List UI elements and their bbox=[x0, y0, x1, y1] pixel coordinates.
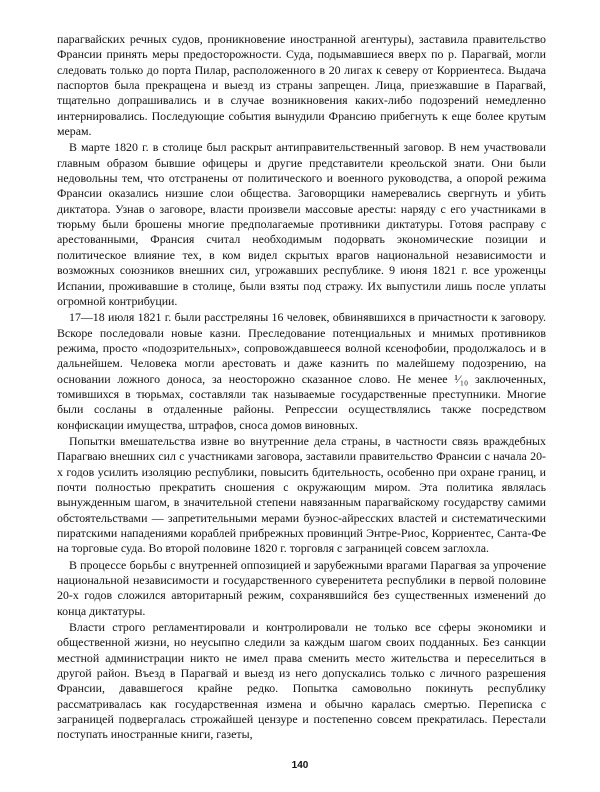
paragraph-5: В процессе борьбы с внутренней оппозицией и зарубежными врагами Парагвая за упрочение национальной независимости и государственного суверенитета республики в первой половине 20-х годов сложился авторитарный режим, сохранявшийся без существенных изменений до конца диктатуры. bbox=[57, 557, 546, 618]
paragraph-1: парагвайских речных судов, проникновение иностранной агентуры), заставила правительство Франсии принять меры предосторожности. Суда, подымавшиеся вверх по р. Парагвай, могли следовать только до порта Пилар, расположенного в 20 лигах к северу от Корриентеса. Выдача паспортов была прекращена и выезд из страны запрещен. Лица, приезжавшие в Парагвай, тщательно допрашивались и в случае возникновения каких-либо подозрений немедленно интернировались. Последующие события вынудили Франсию прибегнуть к еще более крутым мерам. bbox=[57, 32, 546, 139]
paragraph-2: В марте 1820 г. в столице был раскрыт антиправительственный заговор. В нем участвовали главным образом бывшие офицеры и другие представители креольской знати. Они были недовольны тем, что отстранены от политического и военного руководства, а опорой режима Франсии оказались низшие слои общества. Заговорщики намеревались свергнуть и убить диктатора. Узнав о заговоре, власти произвели массовые аресты: наряду с его участниками в тюрьму были брошены многие предполагаемые противники диктатуры. Готовя расправу с арестованными, Франсия считал необходимым подорвать экономические позиции и политическое влияние тех, в ком видел скрытых врагов национальной независимости и возможных союзников внешних сил, угрожавших республике. 9 июня 1821 г. все уроженцы Испании, проживавшие в столице, были взяты под стражу. Их выпустили лишь после уплаты огромной контрибуции. bbox=[57, 140, 546, 308]
paragraph-6: Власти строго регламентировали и контролировали не только все сферы экономики и общественной жизни, но неусыпно следили за каждым шагом своих подданных. Без санкции местной администрации никто не имел права сменить место жительства и переселиться в другой район. Въезд в Парагвай и выезд из него допускались только с личного разрешения Франсии, дававшегося крайне редко. Попытка самовольно покинуть республику рассматривалась как государственная измена и обычно каралась смертью. Переписка с заграницей подвергалась строжайшей цензуре и постепенно совсем прекратилась. Перестали поступать иностранные книги, газеты, bbox=[57, 620, 546, 742]
page-number: 140 bbox=[291, 760, 309, 771]
page-body bbox=[57, 32, 546, 743]
paragraph-4: Попытки вмешательства извне во внутренние дела страны, в частности связь враждебных Парагваю внешних сил с участниками заговора, заставили правительство Франсии с начала 20-х годов усилить изоляцию республики, повысить бдительность, особенно при охране границ, и почти полностью прекратить сношения с окружающим миром. Эта политика являлась вынужденным шагом, в значительной степени навязанным парагвайскому государству самими обстоятельствами — запретительными мерами буэнос-айресских властей и систематическими пиратскими нападениями кораблей прибрежных провинций Энтре-Риос, Корриентес, Санта-Фе на торговые суда. Во второй половине 1820 г. торговля с заграницей совсем заглохла. bbox=[57, 433, 546, 556]
paragraph-3: 17—18 июля 1821 г. были расстреляны 16 человек, обвинявшихся в причастности к заговору. Вскоре последовали новые казни. Преследование потенциальных и мнимых противников режима, просто «подозрительных», сопровождавшееся волной ксенофобии, продолжалось и в дальнейшем. Человека могли арестовать и даже казнить по малейшему подозрению, на основании ложного доноса, за неосторожно сказанное слово. Не менее ¹⁄₁₀ заключенных, томившихся в тюрьмах, составляли так называемые государственные преступники. Многие были сосланы в отдаленные районы. Репрессии осуществлялись также посредством конфискации имущества, штрафов, сноса домов виновных. bbox=[57, 310, 546, 432]
